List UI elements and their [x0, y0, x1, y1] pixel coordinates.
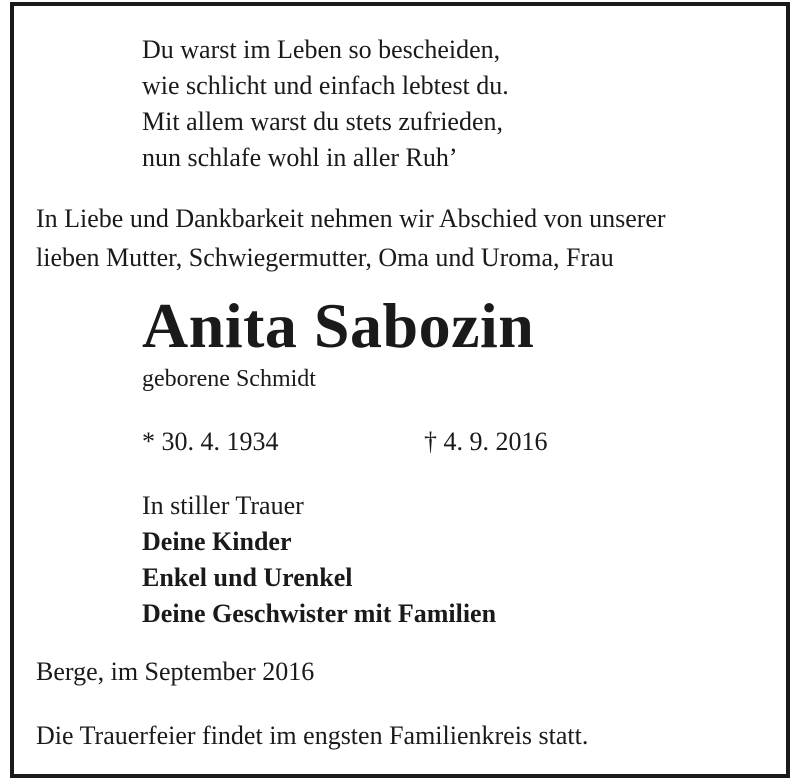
intro-line: In Liebe und Dankbarkeit nehmen wir Abschied von unserer — [36, 204, 666, 233]
funeral-note: Die Trauerfeier findet im engsten Familienkreis statt. — [36, 721, 589, 750]
farewell-intro — [36, 199, 666, 277]
maiden-name: geborene Schmidt — [142, 366, 316, 392]
memorial-poem — [142, 32, 509, 176]
mourners-block — [142, 488, 496, 632]
place-and-date: Berge, im September 2016 — [36, 657, 315, 686]
poem-line: Mit allem warst du stets zufrieden, — [142, 107, 504, 136]
mourners-heading: In stiller Trauer — [142, 491, 304, 520]
poem-line: Du warst im Leben so bescheiden, — [142, 35, 501, 64]
death-date: † 4. 9. 2016 — [424, 427, 548, 456]
mourner-group: Enkel und Urenkel — [142, 563, 353, 592]
mourner-group: Deine Kinder — [142, 527, 292, 556]
intro-line: lieben Mutter, Schwiegermutter, Oma und Uroma, Frau — [36, 243, 614, 272]
deceased-name: Anita Sabozin — [142, 290, 535, 361]
birth-date: * 30. 4. 1934 — [142, 427, 279, 456]
obituary-notice — [10, 2, 790, 778]
poem-line: wie schlicht und einfach lebtest du. — [142, 71, 509, 100]
mourner-group: Deine Geschwister mit Familien — [142, 599, 497, 628]
poem-line: nun schlafe wohl in aller Ruh’ — [142, 143, 458, 172]
